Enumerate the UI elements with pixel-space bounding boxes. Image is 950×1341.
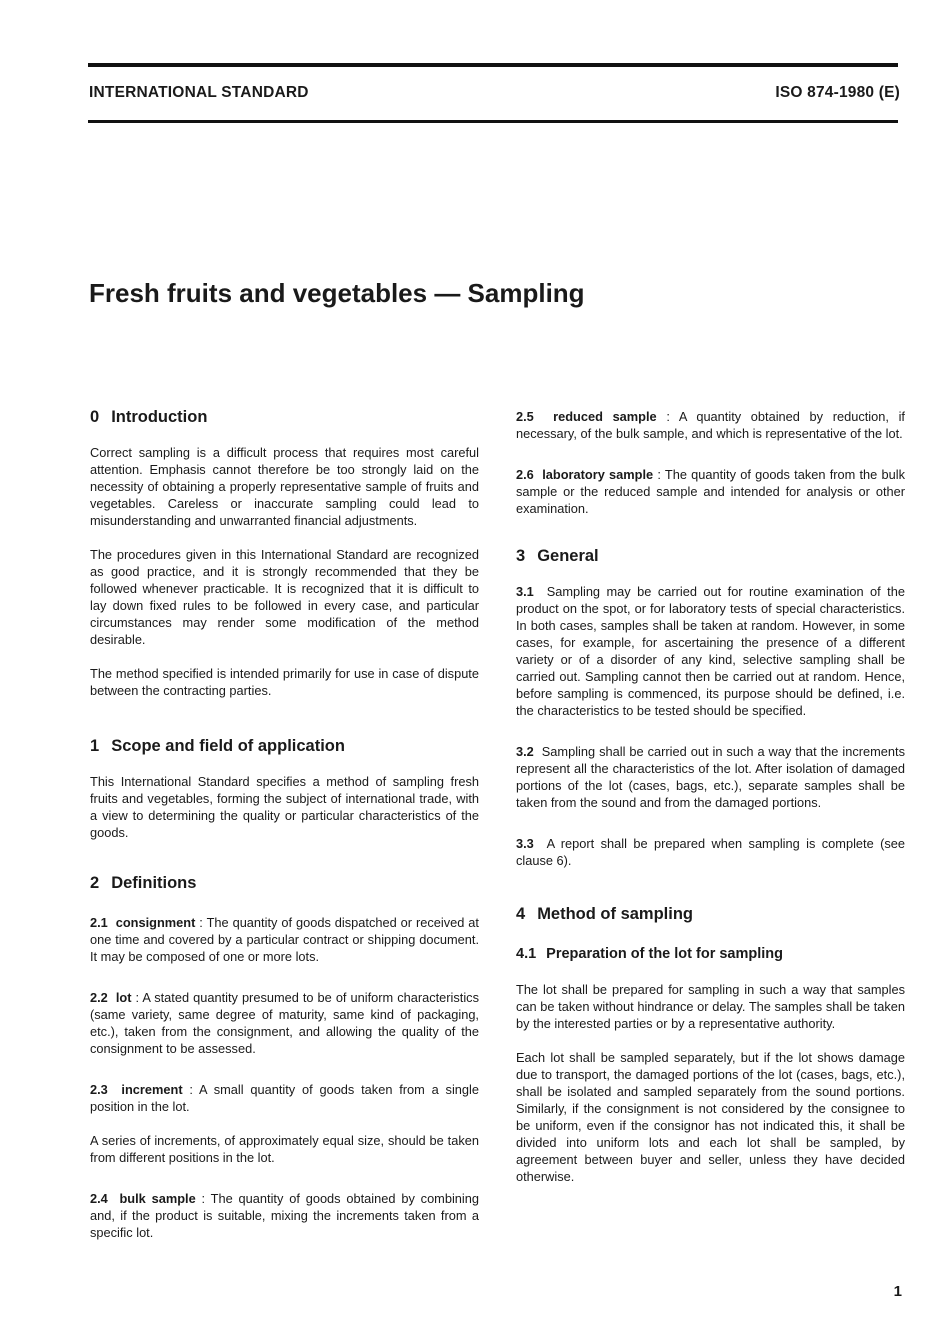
left-column xyxy=(90,408,479,1241)
definition-2-2: 2.2 lot : A stated quantity presumed to be of uniform characteristics (same variety, same degree of maturity, same kind of packaging, etc.), taken from the consignment, and allowing the quality of the consignment to be assessed. xyxy=(90,990,479,1056)
section-3-heading: 3 General xyxy=(516,547,599,565)
clause-3-3: 3.3 A report shall be prepared when sampling is complete (see clause 6). xyxy=(516,836,905,868)
definition-2-3: 2.3 increment : A small quantity of goods taken from a single position in the lot. xyxy=(90,1082,479,1114)
scope-paragraph: This International Standard specifies a method of sampling fresh fruits and vegetables, forming the subject of international trade, with a view to determining the quality or particular characteristics of the goods. xyxy=(90,774,479,840)
definition-2-1: 2.1 consignment : The quantity of goods dispatched or received at one time and covered by a particular contract or shipping document. It may be composed of one or more lots. xyxy=(90,915,479,964)
intro-paragraph-1: Correct sampling is a difficult process that requires most careful attention. Emphasis cannot therefore be too strongly laid on the necessity of obtaining a properly representative sample of fruits and vegetables. Careless or inaccurate sampling could lead to misunderstanding and unwarranted financial adjustments. xyxy=(90,445,479,528)
definition-2-5: 2.5 reduced sample : A quantity obtained by reduction, if necessary, of the bulk sample, and which is representative of the lot. xyxy=(516,409,905,441)
section-1-heading: 1 Scope and field of application xyxy=(90,737,345,755)
section-2-heading: 2 Definitions xyxy=(90,874,197,892)
intro-paragraph-2: The procedures given in this International Standard are recognized as good practice, and it is strongly recommended that they be followed whenever practicable. It is recognized that it is difficult to lay down fixed rules to be followed in every case, and particular circumstances may render some modification of the method desirable. xyxy=(90,547,479,647)
clause-3-2: 3.2 Sampling shall be carried out in such a way that the increments represent all the characteristics of the lot. After isolation of damaged portions of the lot (cases, bags, etc.), separate samples shall be taken from the sound and from the damaged portions. xyxy=(516,744,905,810)
subsection-4-1-heading: 4.1 Preparation of the lot for sampling xyxy=(516,946,784,962)
subsection-4-1-paragraph-1: The lot shall be prepared for sampling in such a way that samples can be taken without hindrance or delay. The samples shall be taken by the interested parties or by a representative authority. xyxy=(516,982,905,1031)
definition-2-6: 2.6 laboratory sample : The quantity of goods taken from the bulk sample or the reduced sample and intended for analysis or other examination. xyxy=(516,467,905,516)
document-type-label: INTERNATIONAL STANDARD xyxy=(89,84,309,101)
header-top-rule xyxy=(88,63,898,67)
section-0-heading: 0 Introduction xyxy=(90,408,208,426)
definition-2-4: 2.4 bulk sample : The quantity of goods obtained by combining and, if the product is suitable, mixing the increments taken from a specific lot. xyxy=(90,1191,479,1240)
header-bottom-rule xyxy=(88,120,898,123)
intro-paragraph-3: The method specified is intended primarily for use in case of dispute between the contracting parties. xyxy=(90,666,479,698)
right-column xyxy=(516,408,905,1185)
subsection-4-1-paragraph-2: Each lot shall be sampled separately, but if the lot shows damage due to transport, the damaged portions of the lot (cases, bags, etc.), shall be isolated and sampled separately from the sound portions. Similarly, if the consignment is not considered by the consignee to be uniform, even if the consignor has not indicated this, it shall be divided into uniform lots and each lot shall be sampled, by agreement between buyer and seller, unless they have decided otherwise. xyxy=(516,1050,905,1184)
document-title: Fresh fruits and vegetables — Sampling xyxy=(89,278,585,308)
page-number: 1 xyxy=(893,1283,902,1300)
standard-reference: ISO 874-1980 (E) xyxy=(775,84,900,101)
clause-3-1: 3.1 Sampling may be carried out for routine examination of the product on the spot, or for laboratory tests of special characteristics. In both cases, samples shall be taken at random. However, in some cases, for example, for ascertaining the presence of a different variety or of a disorder of any kind, selective sampling shall be carried out. Sampling cannot then be carried out at random. Hence, before sampling is commenced, its purpose should be defined, i.e. the characteristics to be tested should be specified. xyxy=(516,584,905,718)
section-4-heading: 4 Method of sampling xyxy=(516,905,694,923)
definition-2-3-note: A series of increments, of approximately equal size, should be taken from different positions in the lot. xyxy=(90,1133,479,1165)
